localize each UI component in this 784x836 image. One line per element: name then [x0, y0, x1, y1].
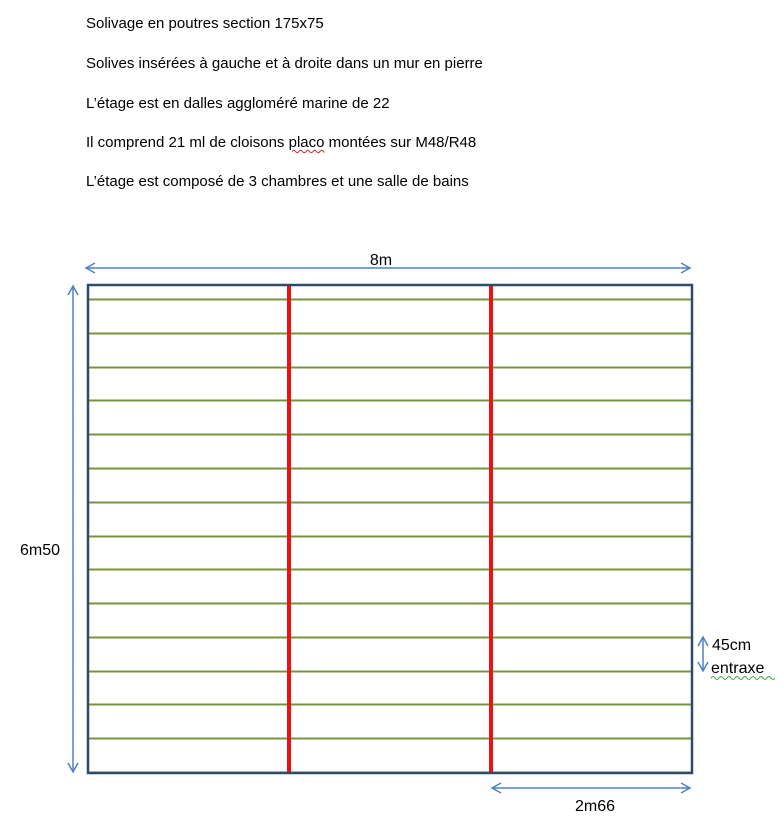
partitions-group	[289, 285, 491, 773]
floor-outline	[88, 285, 692, 773]
room-width-label: 2m66	[575, 798, 616, 815]
note-rooms: L’étage est composé de 3 chambres et une salle de bains	[86, 173, 469, 190]
joists-group	[88, 300, 692, 773]
note-section: Solivage en poutres section 175x75	[86, 15, 324, 32]
spacing-value-label: 45cm	[712, 637, 752, 654]
note-partitions-flagged-word: placo	[288, 134, 325, 151]
note-partitions-before: Il comprend 21 ml de cloisons	[86, 134, 289, 151]
height-label: 6m50	[20, 542, 61, 559]
note-floor-slabs: L’étage est en dalles aggloméré marine de 22	[86, 95, 390, 112]
note-partitions-after: montées sur M48/R48	[324, 134, 477, 151]
spacing-word-label: entraxe	[711, 660, 765, 677]
width-label: 8m	[369, 252, 393, 269]
note-joist-insertion: Solives insérées à gauche et à droite dans un mur en pierre	[86, 55, 483, 72]
